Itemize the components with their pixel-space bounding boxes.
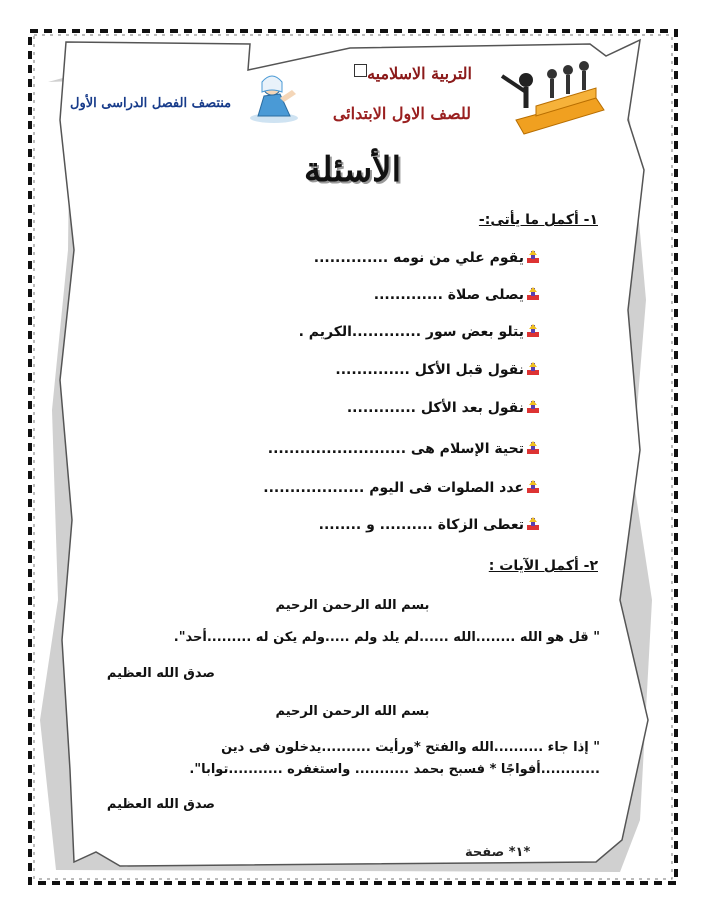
- page-title: الأسئلة: [303, 150, 402, 190]
- page-number: *١* صفحة: [465, 845, 531, 860]
- arrow-bullet-icon: [526, 400, 540, 414]
- basmala: بسم الله الرحمن الرحيم: [275, 598, 430, 613]
- question-item: يتلو بعض سور .............الكريم .: [299, 324, 540, 340]
- checkbox-icon: [354, 64, 367, 77]
- term-label: منتصف الفصل الدراسى الأول: [70, 96, 232, 111]
- verse-line: ............أفواجًا * فسبح بحمد ........... واستغفره ...........توابا".: [189, 762, 600, 777]
- verse-line: " قل هو الله ........الله ......لم يلد ولم .....ولم يكن له .........أحد".: [173, 630, 600, 645]
- section-2-heading: ٢- أكمل الآيات :: [488, 558, 598, 574]
- question-item: نقول قبل الأكل ..............: [335, 362, 540, 378]
- subject-title: التربية الاسلاميه: [352, 64, 472, 83]
- question-item: نقول بعد الأكل .............: [347, 400, 540, 416]
- arrow-bullet-icon: [526, 250, 540, 264]
- arrow-bullet-icon: [526, 480, 540, 494]
- question-item: يصلى صلاة .............: [374, 287, 540, 303]
- sadaq-line: صدق الله العظيم: [106, 797, 215, 812]
- grade-title: للصف الاول الابتدائى: [332, 104, 471, 123]
- question-item: تعطى الزكاة .......... و ........: [319, 517, 540, 533]
- arrow-bullet-icon: [526, 287, 540, 301]
- arrow-bullet-icon: [526, 517, 540, 531]
- question-item: تحية الإسلام هى ..........................: [268, 441, 540, 457]
- arrow-bullet-icon: [526, 324, 540, 338]
- section-1-heading: ١- أكمل ما يأتى:-: [478, 212, 598, 228]
- arrow-bullet-icon: [526, 362, 540, 376]
- basmala: بسم الله الرحمن الرحيم: [275, 704, 430, 719]
- verse-line: " إذا جاء ..........الله والفتح *ورأيت ..........يدخلون فى دين: [221, 740, 600, 755]
- question-item: عدد الصلوات فى اليوم ...................: [263, 480, 540, 496]
- sadaq-line: صدق الله العظيم: [106, 666, 215, 681]
- question-item: يقوم علي من نومه ..............: [314, 250, 540, 266]
- arrow-bullet-icon: [526, 441, 540, 455]
